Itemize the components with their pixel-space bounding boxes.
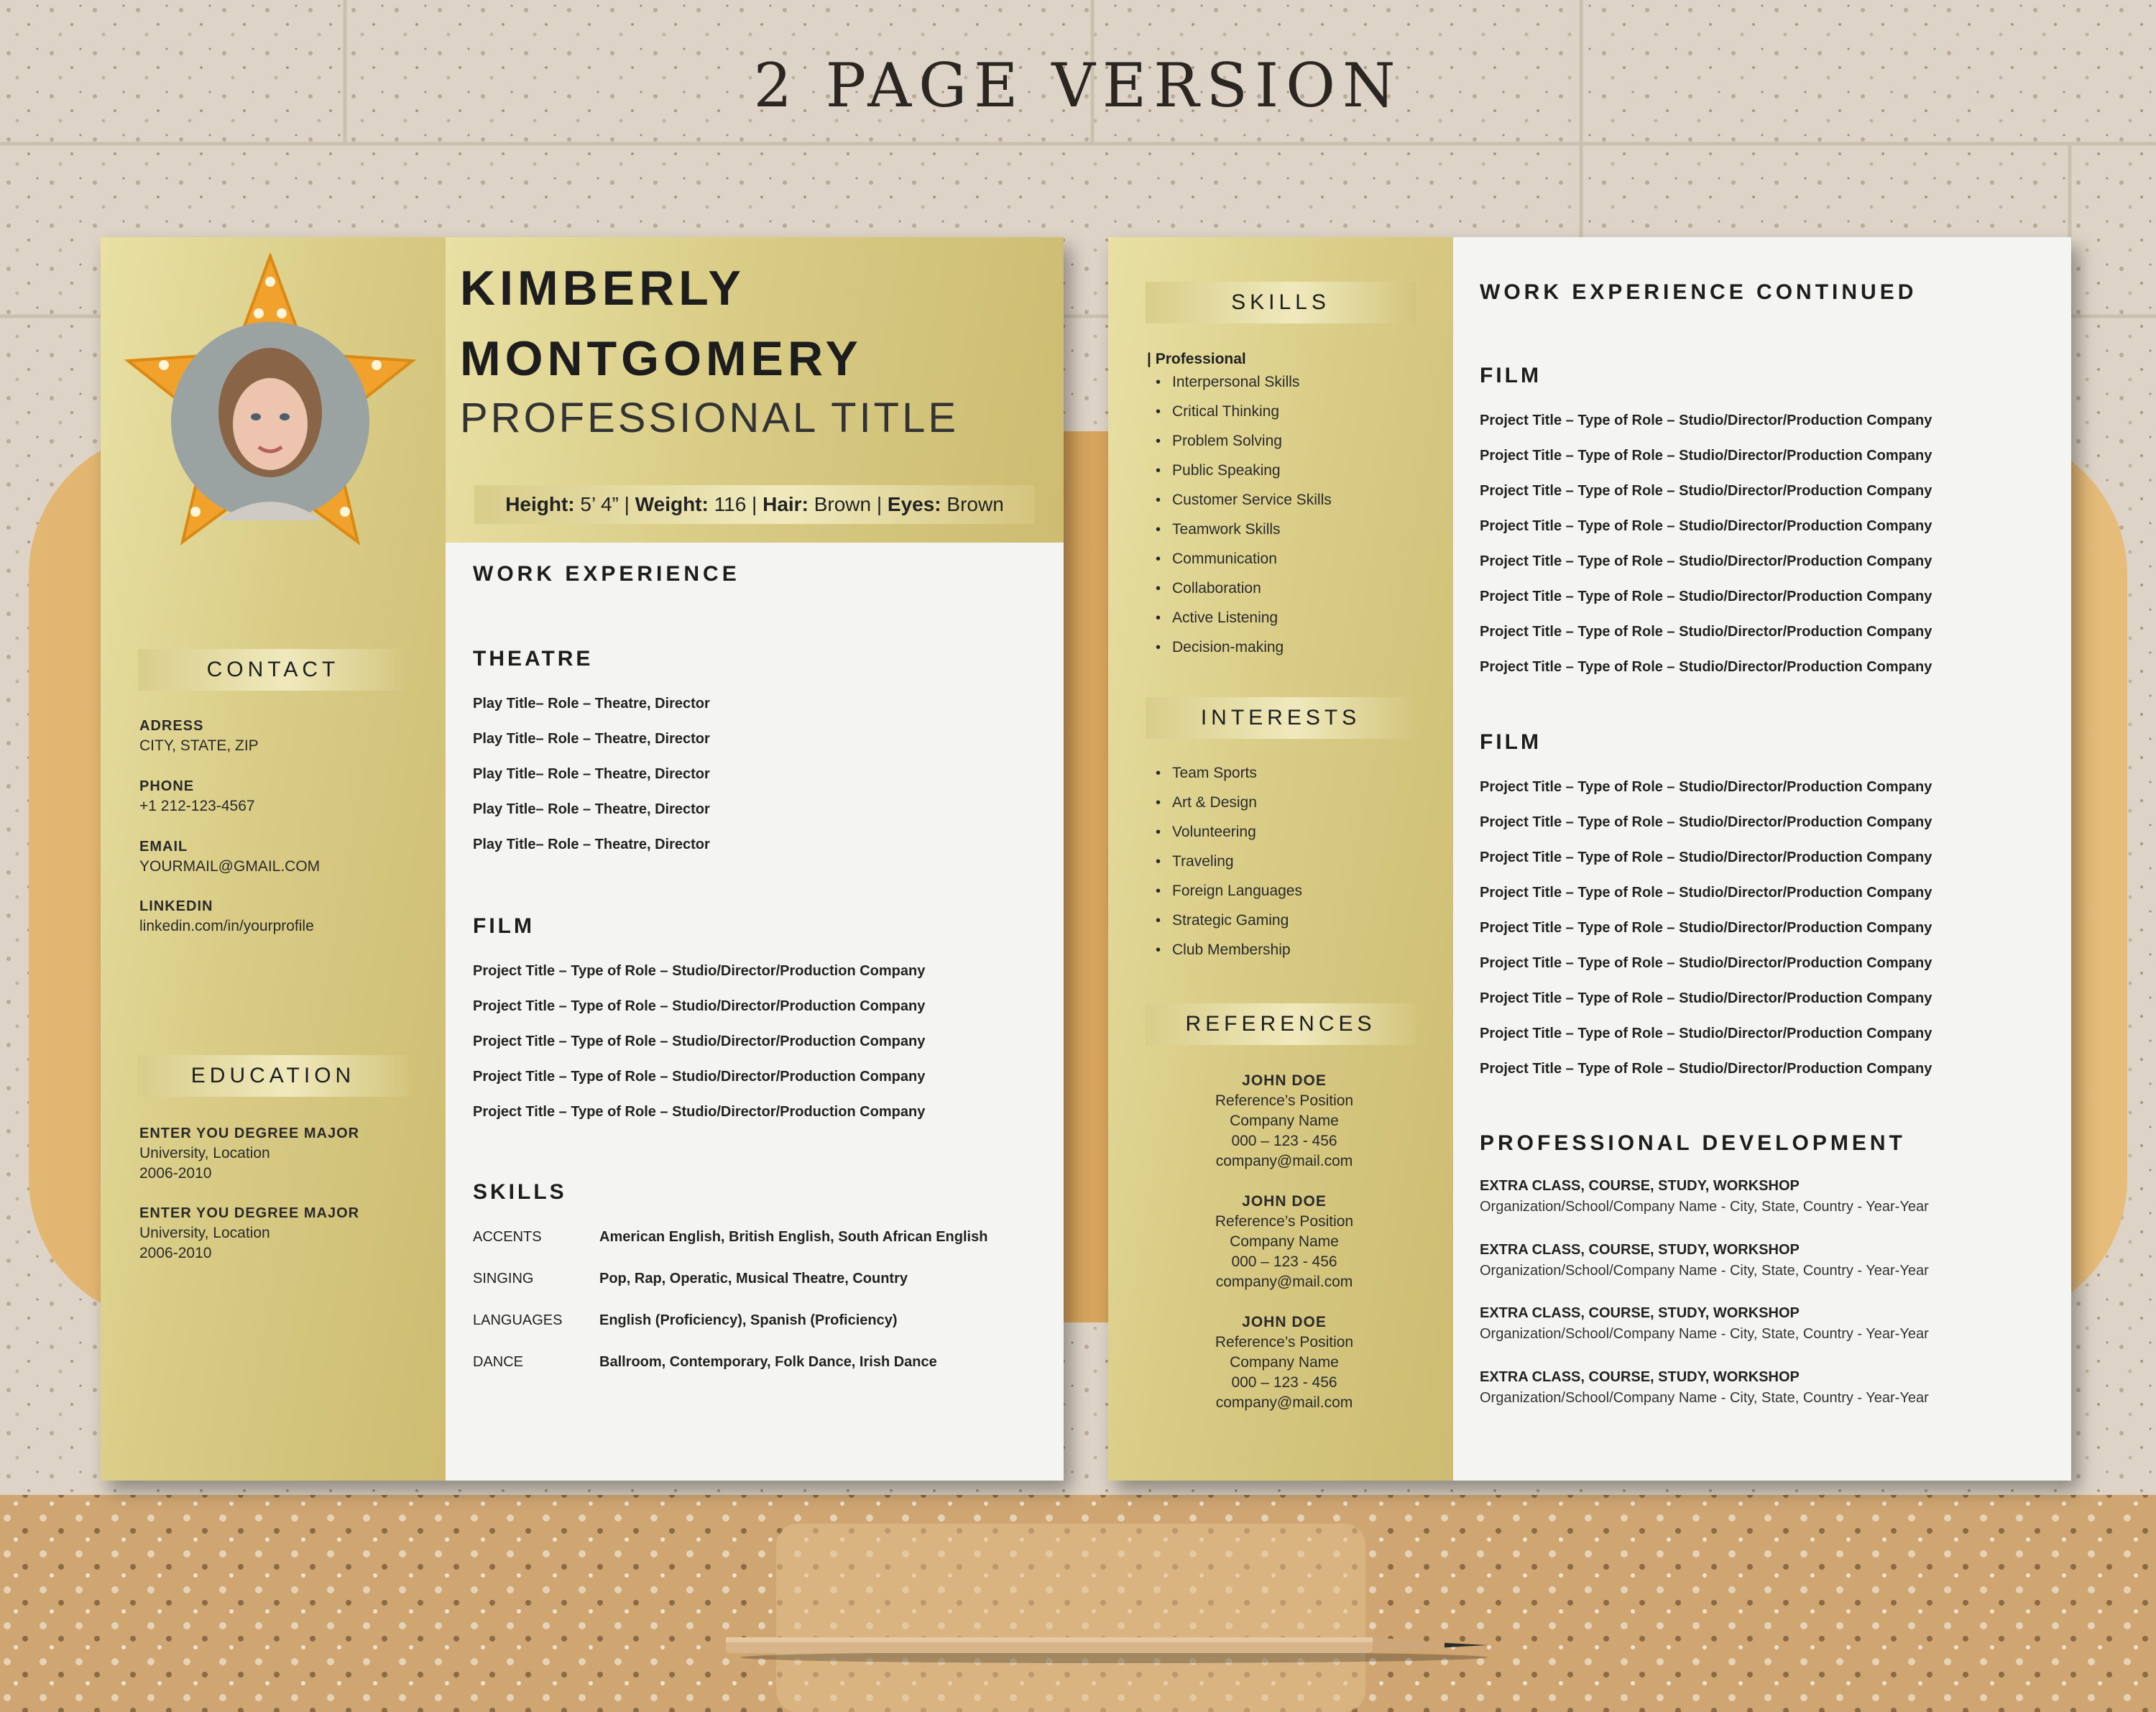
reference-phone: 000 – 123 - 456 (1231, 1253, 1337, 1270)
phone-value: +1 212-123-4567 (139, 798, 255, 814)
list-item: • Decision-making (1156, 639, 1332, 668)
list-item: • Problem Solving (1156, 433, 1332, 462)
hair-value: Brown (814, 493, 872, 515)
physical-stats-bar (474, 485, 1035, 524)
star-frame-icon (118, 253, 423, 558)
list-item: Project Title – Type of Role – Studio/Director/Production Company (473, 1104, 926, 1120)
reference-company: Company Name (1230, 1113, 1339, 1129)
list-item: • Club Membership (1156, 942, 1302, 971)
reference-company: Company Name (1230, 1354, 1339, 1371)
reference-position: Reference’s Position (1215, 1213, 1354, 1230)
address-label: ADRESS (139, 718, 204, 734)
list-item (1480, 1175, 1929, 1239)
height-value: 5’ 4” (580, 493, 619, 515)
list-item: • Active Listening (1156, 609, 1332, 639)
email-label: EMAIL (139, 839, 188, 855)
list-item: Project Title – Type of Role – Studio/Director/Production Company (1480, 553, 1932, 569)
list-item: Play Title– Role – Theatre, Director (473, 696, 710, 712)
reference-entry (1144, 1312, 1424, 1433)
list-item: • Interpersonal Skills (1156, 374, 1332, 403)
film-list (1480, 413, 1932, 694)
list-item: • Communication (1156, 551, 1332, 580)
list-item: Play Title– Role – Theatre, Director (473, 731, 710, 747)
theatre-list (473, 696, 710, 872)
course-title: EXTRA CLASS, COURSE, STUDY, WORKSHOP (1480, 1368, 1800, 1385)
reference-email: company@mail.com (1215, 1394, 1353, 1411)
hair-label: Hair: (763, 493, 808, 515)
separator: | (752, 493, 757, 515)
list-item: • Traveling (1156, 853, 1302, 883)
linkedin-label: LINKEDIN (139, 898, 213, 914)
list-item: Project Title – Type of Role – Studio/Director/Production Company (1480, 483, 1932, 499)
list-item: Project Title – Type of Role – Studio/Director/Production Company (473, 1069, 926, 1085)
list-item: • Public Speaking (1156, 462, 1332, 492)
reference-entry (1144, 1192, 1424, 1312)
reference-email: company@mail.com (1215, 1153, 1353, 1169)
skill-key: SINGING (473, 1271, 534, 1287)
linkedin-value: linkedin.com/in/yourprofile (139, 918, 314, 934)
reference-position: Reference’s Position (1215, 1092, 1354, 1109)
list-item (1480, 1302, 1929, 1366)
separator: | (876, 493, 883, 515)
contact-email (139, 837, 320, 877)
list-item: Project Title – Type of Role – Studio/Director/Production Company (1480, 814, 1932, 830)
weight-value: 116 (714, 493, 747, 515)
reference-name: JOHN DOE (1242, 1193, 1327, 1210)
skill-key: LANGUAGES (473, 1312, 563, 1328)
sidebar (101, 237, 446, 1481)
education-entry (139, 1203, 359, 1264)
list-item: Play Title– Role – Theatre, Director (473, 766, 710, 782)
page-headline: 2 PAGE VERSION (753, 50, 1403, 121)
course-detail: Organization/School/Company Name - City, State, Country - Year-Year (1480, 1326, 1929, 1342)
university: University, Location (139, 1145, 270, 1161)
course-detail: Organization/School/Company Name - City, State, Country - Year-Year (1480, 1262, 1929, 1279)
course-title: EXTRA CLASS, COURSE, STUDY, WORKSHOP (1480, 1241, 1800, 1258)
reference-name: JOHN DOE (1242, 1072, 1327, 1089)
list-item: Project Title – Type of Role – Studio/Director/Production Company (1480, 955, 1932, 971)
list-item: Project Title – Type of Role – Studio/Director/Production Company (1480, 990, 1932, 1006)
reference-phone: 000 – 123 - 456 (1231, 1133, 1337, 1149)
reference-name: JOHN DOE (1242, 1314, 1327, 1330)
references-list (1144, 1071, 1424, 1433)
eyes-label: Eyes: (887, 493, 941, 515)
university: University, Location (139, 1225, 270, 1241)
professional-development-heading: PROFESSIONAL DEVELOPMENT (1480, 1131, 1906, 1155)
list-item: • Strategic Gaming (1156, 912, 1302, 942)
degree-major: ENTER YOU DEGREE MAJOR (139, 1126, 360, 1141)
work-experience-heading: WORK EXPERIENCE (473, 562, 740, 586)
course-title: EXTRA CLASS, COURSE, STUDY, WORKSHOP (1480, 1305, 1800, 1321)
reference-position: Reference’s Position (1215, 1334, 1354, 1350)
list-item: • Customer Service Skills (1156, 492, 1332, 521)
course-detail: Organization/School/Company Name - City, State, Country - Year-Year (1480, 1389, 1929, 1406)
list-item: Project Title – Type of Role – Studio/Director/Production Company (1480, 920, 1932, 936)
list-item: • Critical Thinking (1156, 403, 1332, 433)
skill-value: American English, British English, South African English (599, 1229, 988, 1245)
list-item: Project Title – Type of Role – Studio/Director/Production Company (1480, 624, 1932, 640)
pencil-icon (726, 1624, 1502, 1667)
film-heading: FILM (1480, 730, 1542, 754)
skills-heading: SKILLS (473, 1180, 567, 1204)
resume-page-2 (1108, 237, 2071, 1481)
reference-email: company@mail.com (1215, 1274, 1353, 1290)
skill-key: ACCENTS (473, 1229, 542, 1245)
full-name (460, 253, 862, 394)
list-item (1480, 1239, 1929, 1303)
theatre-heading: THEATRE (473, 647, 594, 671)
years: 2006-2010 (139, 1165, 212, 1182)
list-item: Project Title – Type of Role – Studio/Director/Production Company (473, 1034, 926, 1049)
list-item: Project Title – Type of Role – Studio/Director/Production Company (1480, 885, 1932, 901)
height-label: Height: (505, 493, 575, 515)
interests-heading: INTERESTS (1146, 697, 1416, 739)
contact-heading: CONTACT (138, 649, 408, 691)
list-item: Project Title – Type of Role – Studio/Director/Production Company (1480, 589, 1932, 604)
reference-phone: 000 – 123 - 456 (1231, 1374, 1337, 1391)
phone-label: PHONE (139, 778, 195, 794)
list-item: • Art & Design (1156, 794, 1302, 824)
skills-list (1156, 374, 1332, 668)
education-entry (139, 1123, 359, 1184)
course-detail: Organization/School/Company Name - City, State, Country - Year-Year (1480, 1199, 1929, 1215)
list-item: Project Title – Type of Role – Studio/Director/Production Company (473, 963, 926, 979)
list-item: Project Title – Type of Role – Studio/Director/Production Company (1480, 850, 1932, 865)
references-heading: REFERENCES (1146, 1003, 1416, 1045)
skill-value: English (Proficiency), Spanish (Proficiency) (599, 1312, 898, 1328)
work-continued-heading: WORK EXPERIENCE CONTINUED (1480, 280, 1917, 304)
list-item: Project Title – Type of Role – Studio/Director/Production Company (1480, 779, 1932, 795)
list-item: • Team Sports (1156, 765, 1302, 794)
film-list (473, 963, 925, 1139)
list-item: Project Title – Type of Role – Studio/Director/Production Company (1480, 518, 1932, 534)
skill-value: Ballroom, Contemporary, Folk Dance, Irish Dance (599, 1354, 937, 1370)
list-item: Play Title– Role – Theatre, Director (473, 801, 710, 817)
reference-entry (1144, 1071, 1424, 1192)
contact-phone (139, 776, 255, 816)
contact-linkedin (139, 896, 314, 936)
list-item: Play Title– Role – Theatre, Director (473, 837, 710, 852)
list-item: • Collaboration (1156, 580, 1332, 609)
address-value: CITY, STATE, ZIP (139, 737, 259, 754)
list-item: • Foreign Languages (1156, 883, 1302, 912)
list-item: • Volunteering (1156, 824, 1302, 853)
years: 2006-2010 (139, 1245, 212, 1261)
film-heading: FILM (473, 914, 535, 938)
weight-label: Weight: (635, 493, 709, 515)
list-item: Project Title – Type of Role – Studio/Director/Production Company (1480, 1026, 1932, 1041)
professional-development-list (1480, 1175, 1929, 1430)
list-item: • Teamwork Skills (1156, 521, 1332, 551)
separator: | (624, 493, 630, 515)
education-heading: EDUCATION (138, 1055, 408, 1097)
film-heading: FILM (1480, 364, 1542, 387)
list-item (1480, 1366, 1929, 1430)
headshot-star-frame (118, 253, 423, 558)
degree-major: ENTER YOU DEGREE MAJOR (139, 1205, 360, 1221)
skills-heading: SKILLS (1146, 282, 1416, 323)
last-name: MONTGOMERY (460, 331, 862, 386)
first-name: KIMBERLY (460, 261, 745, 316)
list-item: Project Title – Type of Role – Studio/Director/Production Company (1480, 1061, 1932, 1077)
skill-key: DANCE (473, 1354, 524, 1370)
list-item: Project Title – Type of Role – Studio/Director/Production Company (1480, 413, 1932, 428)
resume-page-1 (101, 237, 1064, 1481)
reference-company: Company Name (1230, 1233, 1339, 1250)
sidebar (1108, 237, 1453, 1481)
professional-title: PROFESSIONAL TITLE (460, 395, 959, 441)
list-item: Project Title – Type of Role – Studio/Director/Production Company (1480, 659, 1932, 675)
eyes-value: Brown (946, 493, 1004, 515)
contact-address (139, 716, 259, 756)
list-item: Project Title – Type of Role – Studio/Director/Production Company (473, 998, 926, 1014)
skill-value: Pop, Rap, Operatic, Musical Theatre, Country (599, 1271, 908, 1287)
course-title: EXTRA CLASS, COURSE, STUDY, WORKSHOP (1480, 1178, 1800, 1194)
film-list (1480, 779, 1932, 1096)
skills-subheading: | Professional (1147, 351, 1246, 367)
interests-list (1156, 765, 1302, 971)
email-value: YOURMAIL@GMAIL.COM (139, 858, 321, 875)
list-item: Project Title – Type of Role – Studio/Director/Production Company (1480, 448, 1932, 464)
